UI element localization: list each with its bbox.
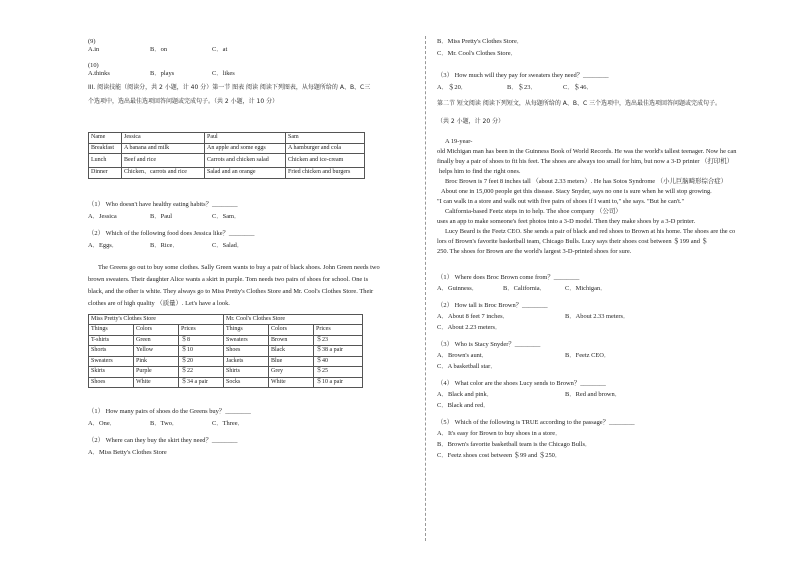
qb1-stem: （1） How many pairs of shoes do the Greens buy？________	[88, 408, 251, 415]
q2-option-b[interactable]: B．About 2.33 meters．	[565, 313, 630, 320]
qa2-option-b[interactable]: B．Rice．	[150, 241, 179, 249]
table-cell: T-shirts	[89, 335, 134, 346]
table-cell: White	[269, 377, 314, 388]
page-divider	[425, 36, 426, 541]
table-cell: Paul	[205, 133, 286, 144]
passage-line: clothes are of high quality （质量）. Let's have a look.	[88, 299, 230, 307]
table-cell: Green	[134, 335, 179, 346]
table-cell: Shirts	[224, 367, 269, 378]
table-cell: Black	[269, 346, 314, 357]
q9-option-c[interactable]: C．at	[212, 46, 228, 53]
table-cell: Purple	[134, 367, 179, 378]
q5-option-c[interactable]: C．Feetz shoes cost between ＄99 and ＄250．	[437, 452, 562, 459]
q2-option-a[interactable]: A．About 8 feet 7 inches．	[437, 313, 510, 320]
q9-number: (9)	[88, 38, 96, 45]
table-cell: White	[134, 377, 179, 388]
table-cell: ＄40	[314, 356, 363, 367]
table-cell: ＄10 a pair	[314, 377, 363, 388]
table-cell: Pink	[134, 356, 179, 367]
qb2-stem: （2） Where can they buy the skirt they need？________	[88, 437, 238, 444]
table-cell: ＄25	[314, 367, 363, 378]
table-row	[89, 367, 363, 378]
table-cell: Salad and an orange	[205, 168, 286, 179]
q1-option-c[interactable]: C．Michigan．	[565, 285, 607, 292]
table-cell: Socks	[224, 377, 269, 388]
table-cell: A banana and milk	[122, 143, 205, 154]
qa2-stem: （2） Which of the following food does Jessica like？________	[88, 229, 255, 237]
qa1-option-a[interactable]: A．Jessica	[88, 212, 117, 220]
passage-line: old Michigan man has been in the Guinness Book of World Records. He was the world's tallest teenager. Now he can	[437, 148, 737, 155]
passage-line: finally buy a pair of shoes to fit his feet. The shoes are always too small for him, but now a 3-D printer （打印机）	[437, 158, 734, 165]
q5-stem: （5） Which of the following is TRUE according to the passage？________	[437, 419, 635, 426]
q2-option-c[interactable]: C．About 2.23 meters．	[437, 324, 502, 331]
table-cell: Sam	[286, 133, 365, 144]
table-cell: ＄23	[314, 335, 363, 346]
qb1-options	[88, 420, 413, 428]
table-cell: ＄20	[179, 356, 224, 367]
table-cell: Grey	[269, 367, 314, 378]
passage-line: brown sweaters. Their daughter Alice wants a skirt in purple. Tom needs two pairs of shoes for school. One is	[88, 275, 369, 283]
qb2-option-b[interactable]: B．Miss Pretty's Clothes Store．	[437, 38, 524, 45]
qb3-option-c[interactable]: C．＄46．	[563, 84, 593, 91]
q3-stem: （3） Who is Stacy Snyder？________	[437, 341, 541, 348]
qa1-options	[88, 213, 413, 221]
section2-score: （共 2 小题，计 20 分）	[437, 118, 505, 125]
q10-option-a[interactable]: A.thinks	[88, 70, 110, 77]
table-row	[89, 168, 365, 179]
table-cell: Jessica	[122, 133, 205, 144]
q10-options	[88, 70, 413, 78]
table-cell: Shoes	[89, 377, 134, 388]
q1-option-a[interactable]: A．Guinness．	[437, 285, 479, 292]
meal-table	[88, 132, 365, 179]
qb3-option-a[interactable]: A．＄20．	[437, 84, 468, 91]
table-title: Miss Pretty's Clothes Store	[89, 314, 224, 325]
q3-option-c[interactable]: C．A basketball star．	[437, 363, 497, 370]
qb1-option-c[interactable]: C．Three．	[212, 420, 244, 427]
passage-line: 250. The shoes for Brown are the world's largest 3-D-printed shoes for sure.	[437, 248, 632, 255]
qa1-option-b[interactable]: B．Paul	[150, 212, 173, 220]
qb3-stem: （3） How much will they pay for sweaters they need？________	[437, 72, 609, 79]
passage-line: Lucy Beard is the Feetz CEO. She sends a pair of black and red shoes to Brown at his home. The shoes are the co	[445, 228, 736, 235]
table-row	[89, 356, 363, 367]
passage-line: "I can walk in a store and walk out with five pairs of shoes if I want to," she says. "But he can't."	[437, 198, 685, 205]
table-cell: Beef and rice	[122, 154, 205, 168]
passage-line: black, and the other is white. They always go to Miss Pretty's Clothes Store and Mr. Cool's Clothes Store. Their	[88, 287, 374, 295]
left-column	[88, 38, 413, 457]
q10-option-b[interactable]: B．plays	[150, 70, 175, 77]
table-cell: Chicken、carrots and rice	[122, 168, 205, 179]
table-cell: Dinner	[89, 168, 122, 179]
table-cell: Fried chicken and burgers	[286, 168, 365, 179]
qb1-option-b[interactable]: B．Two．	[150, 420, 179, 427]
table-title: Mr. Cool's Clothes Store	[224, 314, 363, 325]
q5-option-b[interactable]: B．Brown's favorite basketball team is the Chicago Bulls．	[437, 441, 592, 448]
table-cell: Prices	[179, 325, 224, 336]
passage-line: The Greens go out to buy some clothes. Sally Green wants to buy a pair of black shoes. John Green needs two	[98, 263, 380, 271]
table-cell: Chicken and ice-cream	[286, 154, 365, 168]
table-cell: Breakfast	[89, 143, 122, 154]
q1-option-b[interactable]: B．California．	[503, 285, 546, 292]
table-cell: Skirts	[89, 367, 134, 378]
table-row	[89, 133, 365, 144]
table-cell: ＄10	[179, 346, 224, 357]
passage-line: Broc Brown is 7 feet 8 inches tall （about 2.33 meters）. He has Sotos Syndrome （小儿巨脑畸形综合症）	[445, 178, 728, 185]
table-cell: A hamburger and cola	[286, 143, 365, 154]
table-cell: Sweaters	[224, 335, 269, 346]
table-cell: An apple and some eggs	[205, 143, 286, 154]
qb3-option-b[interactable]: B．＄23．	[507, 84, 537, 91]
table-cell: Things	[224, 325, 269, 336]
table-cell: Shorts	[89, 346, 134, 357]
table-row	[89, 314, 363, 325]
q9-option-b[interactable]: B．on	[150, 46, 168, 53]
q10-option-c[interactable]: C．likes	[212, 70, 235, 77]
q9-options	[88, 46, 413, 54]
q2-options	[437, 313, 772, 321]
section3-instructions: 个选项中，选出最佳选项回答问题或完成句子。（共 2 小题，计 10 分）	[88, 98, 279, 105]
table-row	[89, 377, 363, 388]
table-cell: Brown	[269, 335, 314, 346]
q3-options	[437, 352, 772, 360]
q2-stem: （2） How tall is Broc Brown？________	[437, 302, 548, 309]
table-cell: Things	[89, 325, 134, 336]
qb3-options	[437, 84, 772, 92]
table-cell: Colors	[269, 325, 314, 336]
table-cell: Jackets	[224, 356, 269, 367]
table-cell: Blue	[269, 356, 314, 367]
q4-options	[437, 391, 772, 399]
table-cell: ＄38 a pair	[314, 346, 363, 357]
table-cell: Colors	[134, 325, 179, 336]
table-cell: Shoes	[224, 346, 269, 357]
q3-option-a[interactable]: A．Brown's aunt．	[437, 352, 489, 359]
q5-option-a[interactable]: A．It's easy for Brown to buy shoes in a store．	[437, 430, 562, 437]
qa2-option-a[interactable]: A．Eggs．	[88, 241, 119, 249]
q9-option-a[interactable]: A.in	[88, 46, 100, 53]
q4-stem: （4） What color are the shoes Lucy sends to Brown？________	[437, 380, 606, 387]
qa2-options	[88, 242, 413, 250]
table-cell: Lunch	[89, 154, 122, 168]
right-column	[437, 38, 772, 460]
q4-option-c[interactable]: C．Black and red．	[437, 402, 490, 409]
q1-options	[437, 285, 772, 293]
qa2-option-c[interactable]: C．Salad．	[212, 241, 244, 249]
table-cell: Name	[89, 133, 122, 144]
table-cell: Sweaters	[89, 356, 134, 367]
table-row	[89, 335, 363, 346]
qa1-option-c[interactable]: C．Sam．	[212, 212, 241, 220]
passage-line: helps him to find the right ones.	[439, 168, 521, 175]
passage-line: lors of Brown's favorite basketball team, Chicago Bulls. Lucy says their shoes cost between ＄199 and ＄	[437, 238, 708, 245]
q3-option-b[interactable]: B．Feetz CEO．	[565, 352, 611, 359]
table-cell: ＄8	[179, 335, 224, 346]
table-cell: Prices	[314, 325, 363, 336]
table-cell: ＄34 a pair	[179, 377, 224, 388]
q4-option-a[interactable]: A．Black and pink．	[437, 391, 494, 398]
q4-option-b[interactable]: B．Red and brown．	[565, 391, 622, 398]
section2-heading: 第二节 短文阅读 阅读下列短文，从每题所给的 A、B、C 三个选项中，选出最佳选项回答问题或完成句子。	[437, 100, 722, 107]
qb1-option-a[interactable]: A．One．	[88, 420, 117, 427]
table-row	[89, 143, 365, 154]
section3-heading: III. 阅读技能（阅读分，共 2 小题，计 40 分）第一节 图表 阅读 阅读下列图表，从每题所给的 A、B、C三	[88, 84, 371, 91]
passage-line: About one in 15,000 people get this disease. Stacy Snyder, says no one is sure when he will stop growing.	[441, 188, 712, 195]
qb2-option-a[interactable]: A．Miss Betty's Clothes Store	[88, 449, 167, 456]
table-row	[89, 325, 363, 336]
table-cell: Yellow	[134, 346, 179, 357]
table-row	[89, 346, 363, 357]
passage-line: uses an app to make someone's feet photos into a 3-D model. Then they make shoes by a 3-D printer.	[437, 218, 696, 225]
table-row	[89, 154, 365, 168]
q1-stem: （1） Where does Broc Brown come from？________	[437, 274, 580, 281]
store-table	[88, 314, 363, 389]
qb2-option-c[interactable]: C．Mr. Cool's Clothes Store．	[437, 50, 517, 57]
passage-line: California-based Feetz steps in to help. The shoe company （公司）	[445, 208, 622, 215]
table-cell: ＄22	[179, 367, 224, 378]
passage-line: A 19-year-	[445, 138, 473, 145]
table-cell: Carrots and chicken salad	[205, 154, 286, 168]
q10-number: (10)	[88, 62, 99, 69]
qa1-stem: （1） Who doesn't have healthy eating habits？________	[88, 200, 238, 208]
